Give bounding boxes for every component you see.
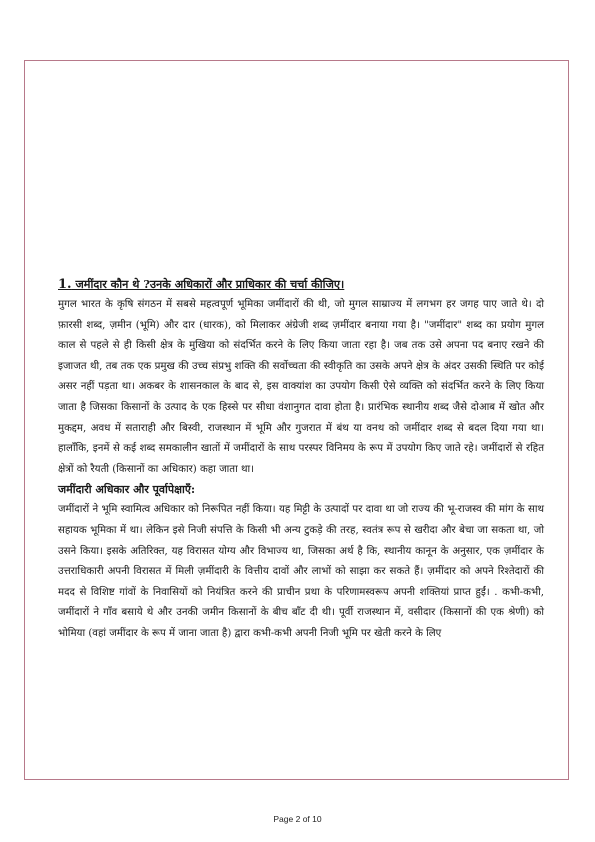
document-body [58, 274, 544, 645]
page-number-footer: Page 2 of 10 [273, 814, 322, 824]
paragraph-rights: जमींदारों ने भूमि स्वामित्व अधिकार को निरूपित नहीं किया। यह मिट्टी के उत्पादों पर दावा था जो राज्य की भू-राजस्व की मांग के साथ सहायक भूमिका में था। लेकिन इसे निजी संपत्ति के किसी भी अन्य टुकड़े की तरह, स्वतंत्र रूप से खरीदा और बेचा जा सकता था, जो उसने किया। इसके अतिरिक्त, यह विरासत योग्य और विभाज्य था, जिसका अर्थ है कि, स्थानीय कानून के अनुसार, एक ज़मींदार के उत्तराधिकारी अपनी विरासत में मिली ज़मींदारी के वित्तीय दावों और लाभों को साझा कर सकते हैं। ज़मींदार को अपने रिश्तेदारों की मदद से विशिष्ट गांवों के निवासियों को नियंत्रित करने की प्राचीन प्रथा के परिणामस्वरूप अपनी शक्तियां प्राप्त हुईं। . कभी-कभी, जमींदारों ने गाँव बसाये थे और उनकी जमीन किसानों के बीच बाँट दी थी। पूर्वी राजस्थान में, वसीदार (किसानों की एक श्रेणी) को भोमिया (वहां जमींदार के रूप में जाना जाता है) द्वारा कभी-कभी अपनी निजी भूमि पर खेती करने के लिए [58, 504, 544, 639]
section-title: जमींदार कौन थे ?उनके अधिकारों और प्राधिकार की चर्चा कीजिए। [75, 277, 345, 291]
subheading-rights: जमींदारी अधिकार और पूर्वापेक्षाएँ: [58, 483, 196, 497]
paragraph-intro: मुगल भारत के कृषि संगठन में सबसे महत्वपूर्ण भूमिका जमींदारों की थी, जो मुगल साम्राज्य में लगभग हर जगह पाए जाते थे। दो फ़ारसी शब्द, ज़मीन (भूमि) और दार (धारक), को मिलाकर अंग्रेजी शब्द ज़मींदार बनाया गया है। "जमींदार" शब्द का प्रयोग मुगल काल से पहले से ही किसी क्षेत्र के मुखिया को संदर्भित करने के लिए किया जाता रहा है। जब तक उसे अपना पद बनाए रखने की इजाजत थी, तब तक एक प्रमुख की उच्च संप्रभु शक्ति की सर्वोच्चता की स्वीकृति का उसके अपने क्षेत्र के अंदर उसकी स्थिति पर कोई असर नहीं पड़ता था। अकबर के शासनकाल के बाद से, इस वाक्यांश का उपयोग किसी ऐसे व्यक्ति को संदर्भित करने के लिए किया जाता है जिसका किसानों के उत्पाद के एक हिस्से पर सीधा वंशानुगत दावा होता है। प्रारंभिक स्थानीय शब्द जैसे दोआब में खोत और मुकद्दम, अवध में सताराही और बिस्वी, राजस्थान में भूमि और गुजरात में बंथ या वनथ को जमींदार शब्द से बदल दिया गया था। हालाँकि, इनमें से कई शब्द समकालीन खातों में जमींदारों के साथ परस्पर विनिमय के रूप में उपयोग किए जाते रहे। जमींदारों से रहित क्षेत्रों को रैयती (किसानों का अधिकार) कहा जाता था। [58, 299, 544, 475]
section-number: 1. [58, 277, 72, 292]
section-heading [58, 274, 544, 295]
